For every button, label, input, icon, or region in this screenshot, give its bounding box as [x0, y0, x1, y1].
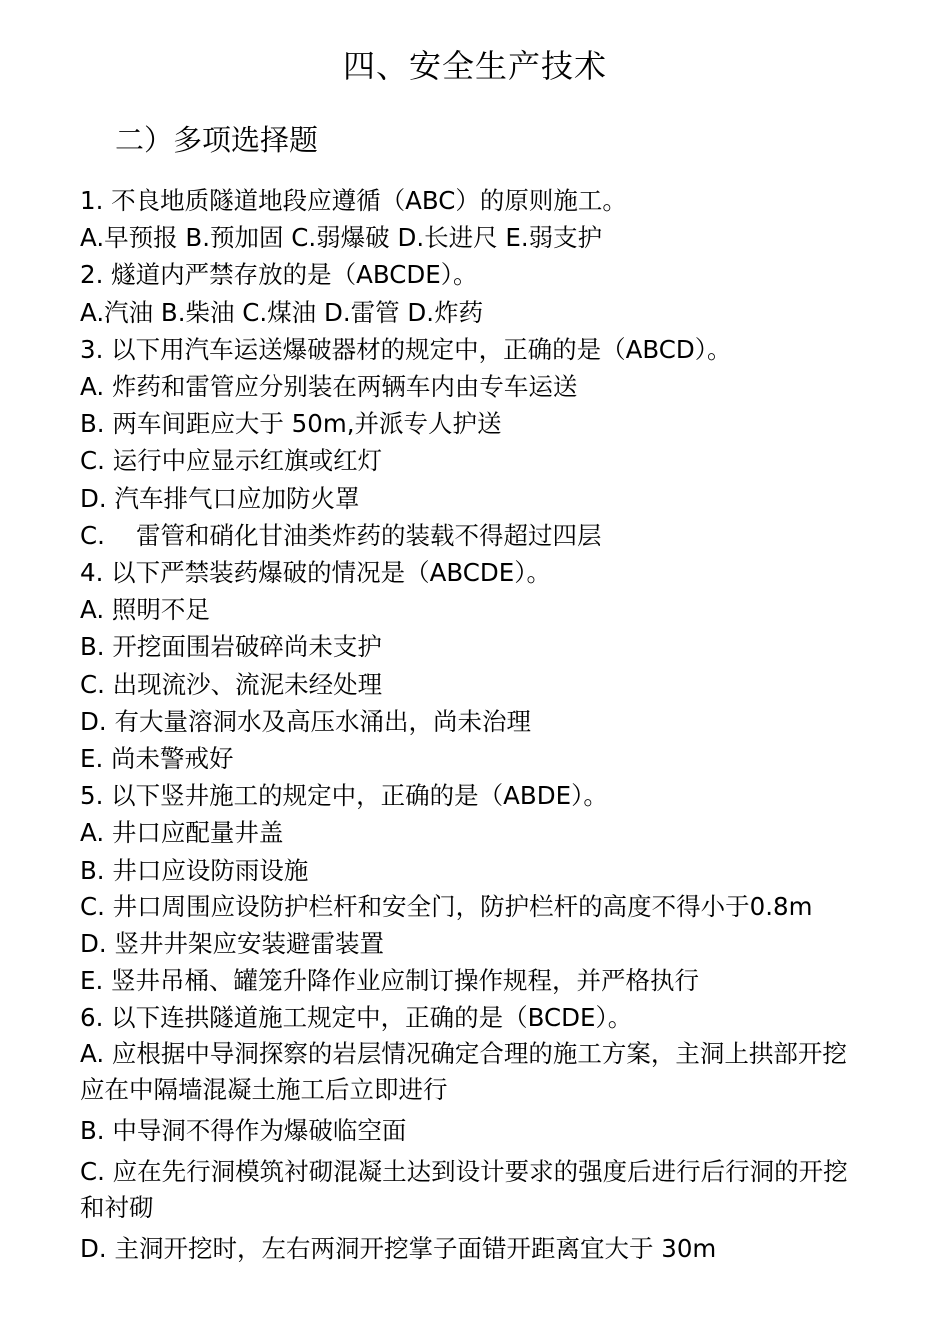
question-6-stem: 6. 以下连拱隧道施工规定中，正确的是（BCDE）。	[80, 1003, 633, 1033]
question-6-option-a: A. 应根据中导洞探察的岩层情况确定合理的施工方案，主洞上拱部开挖应在中隔墙混凝土施工后立即进行	[80, 1039, 847, 1105]
question-4-option-b: B. 开挖面围岩破碎尚未支护	[80, 632, 382, 662]
question-3-option-a: A. 炸药和雷管应分别装在两辆车内由专车运送	[80, 372, 578, 402]
question-2-stem: 2. 燧道内严禁存放的是（ABCDE）。	[80, 260, 478, 290]
question-1-stem: 1. 不良地质隧道地段应遵循（ABC）的原则施工。	[80, 186, 627, 215]
question-4-option-d: D. 有大量溶洞水及高压水涌出，尚未治理	[80, 706, 531, 736]
question-6-option-b: B. 中导洞不得作为爆破临空面	[80, 1116, 407, 1146]
question-5-option-e: E. 竖井吊桶、罐笼升降作业应制订操作规程，并严格执行	[80, 966, 700, 996]
section-heading: 二）多项选择题	[115, 123, 319, 157]
question-5-stem: 5. 以下竖井施工的规定中，正确的是（ABDE）。	[80, 781, 608, 811]
question-3-option-c: C. 运行中应显示红旗或红灯	[80, 446, 383, 476]
question-3-option-d: D. 汽车排气口应加防火罩	[80, 483, 360, 513]
question-4-option-a: A. 照明不足	[80, 595, 210, 625]
question-3-option-e: C. 雷管和硝化甘油类炸药的装载不得超过四层	[80, 520, 602, 550]
question-4-stem: 4. 以下严禁装药爆破的情况是（ABCDE）。	[80, 558, 552, 588]
page-title: 四、安全生产技术	[342, 47, 607, 85]
question-4-option-e: E. 尚未警戒好	[80, 744, 234, 774]
question-3-option-b: B. 两车间距应大于 50m,并派专人护送	[80, 409, 502, 439]
question-6-option-c: C. 应在先行洞模筑衬砌混凝土达到设计要求的强度后进行后行洞的开挖和衬砌	[80, 1156, 848, 1222]
question-6-option-d: D. 主洞开挖时，左右两洞开挖掌子面错开距离宜大于 30m	[80, 1233, 717, 1263]
question-3-stem: 3. 以下用汽车运送爆破器材的规定中，正确的是（ABCD）。	[80, 334, 732, 364]
question-5-option-a: A. 井口应配量井盖	[80, 818, 284, 848]
question-5-option-b: B. 井口应设防雨设施	[80, 855, 309, 885]
question-2-options: A.汽油 B.柴油 C.煤油 D.雷管 D.炸药	[80, 297, 484, 327]
question-1-options: A.早预报 B.预加固 C.弱爆破 D.长进尺 E.弱支护	[80, 223, 603, 253]
question-5-option-c: C. 井口周围应设防护栏杆和安全门，防护栏杆的高度不得小于0.8m	[80, 891, 813, 921]
question-4-option-c: C. 出现流沙、流泥未经处理	[80, 669, 383, 699]
question-list	[80, 182, 870, 1267]
question-5-option-d: D. 竖井井架应安装避雷装置	[80, 928, 384, 958]
